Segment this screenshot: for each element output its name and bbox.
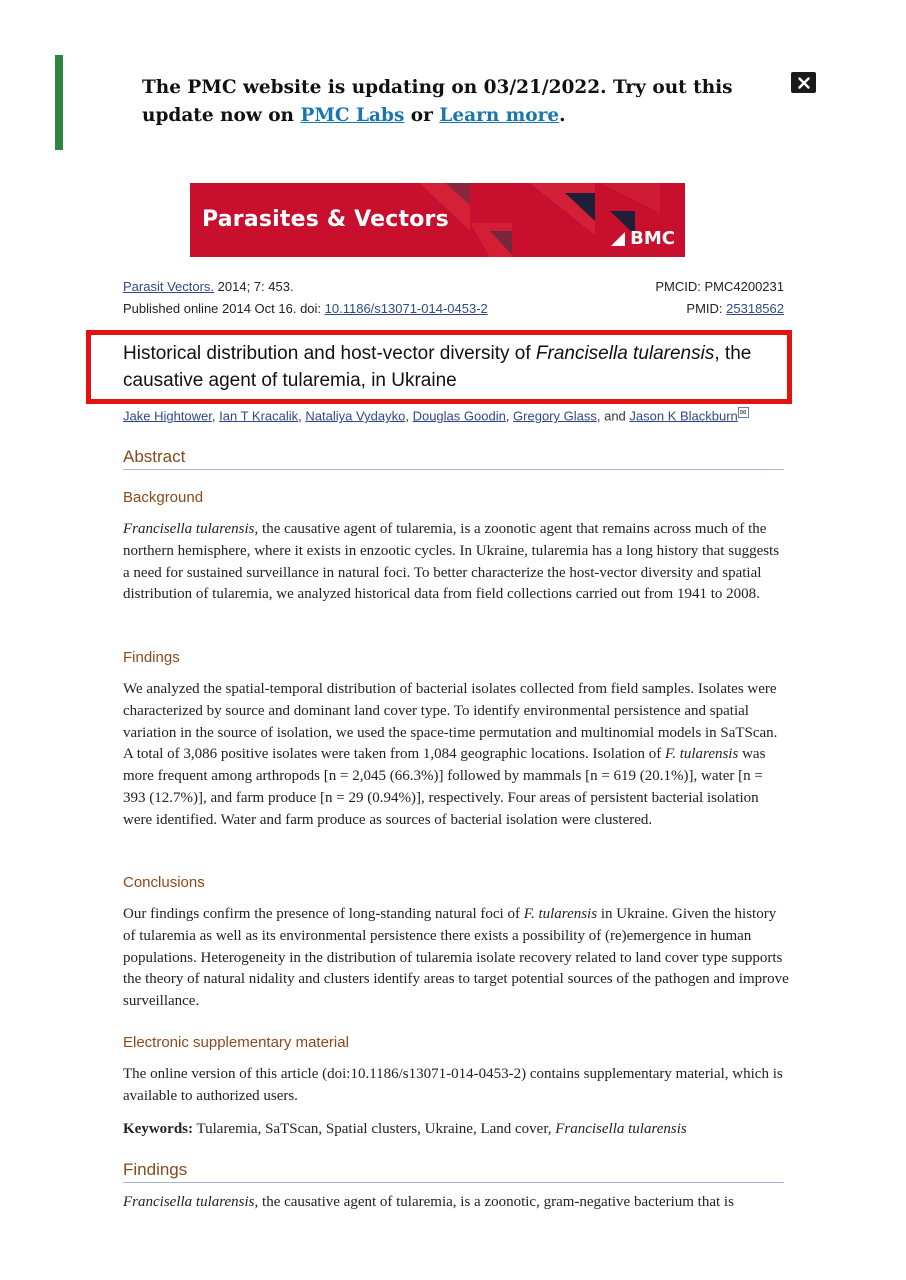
conclusions-paragraph: [123, 904, 789, 1013]
journal-link[interactable]: Parasit Vectors.: [123, 279, 215, 294]
keywords-label: Keywords:: [123, 1121, 193, 1137]
author-separator: ,: [211, 408, 220, 424]
background-text: , the causative agent of tularemia, is a zoonotic agent that remains across much of the northern hemisphere, where it exists in enzootic cycles. In Ukraine, tularemia has a long history that suggests a need for sustained surveillance in natural foci. To better characterize the host-vector diversity and spatial distribution of tularemia, we analyzed historical data from field collections carried out from 1941 to 2008.: [123, 521, 780, 603]
title-part-1: Historical distribution and host-vector diversity of: [123, 343, 536, 364]
bmc-logo-text: BMC: [630, 228, 675, 249]
update-banner-message: [142, 74, 762, 130]
pmid-label: PMID:: [686, 301, 727, 316]
findings-heading: Findings: [123, 649, 180, 666]
findings-section-heading: Findings: [123, 1160, 784, 1183]
conclusions-text-1: Our findings confirm the presence of long-standing natural foci of: [123, 906, 524, 922]
author-separator: , and: [596, 408, 630, 424]
species-name: F. tularensis: [664, 746, 739, 763]
close-banner-button[interactable]: [791, 72, 816, 93]
background-heading: Background: [123, 489, 204, 506]
conclusions-heading: Conclusions: [123, 874, 205, 891]
corresponding-author-icon[interactable]: ✉: [739, 408, 747, 417]
pmid-link[interactable]: 25318562: [726, 301, 784, 316]
species-name: F. tularensis: [523, 906, 598, 922]
bmc-logo-icon: [611, 232, 625, 246]
article-title: [123, 340, 783, 394]
banner-text-after: .: [559, 105, 566, 126]
author-link[interactable]: Douglas Goodin: [412, 408, 506, 424]
abstract-heading: Abstract: [123, 447, 784, 470]
keywords-text: Tularemia, SaTScan, Spatial clusters, Ukraine, Land cover,: [193, 1121, 556, 1137]
banner-accent-bar: [55, 55, 63, 150]
author-link[interactable]: Jake Hightower: [123, 408, 212, 424]
pmcid: PMCID: PMC4200231: [655, 279, 784, 294]
published-date: Published online 2014 Oct 16. doi:: [123, 301, 325, 316]
findings-paragraph: [123, 679, 789, 832]
citation-volume: 2014; 7: 453.: [214, 279, 294, 294]
banner-text-between: or: [404, 105, 440, 126]
findings-text-2: was more frequent among arthropods [n = 2,045 (66.3%)] followed by mammals [n = 619 (20.1%)], water [n = 393 (12.7%)], and farm produce [n = 29 (0.94%)], respectively. Four areas of persistent bacterial isolation were identified. Water and farm produce as sources of bacterial isolation were clustered.: [123, 746, 766, 828]
close-icon: [798, 77, 810, 89]
keyword-species: Francisella tularensis: [555, 1121, 687, 1137]
findings-text-1: We analyzed the spatial-temporal distribution of bacterial isolates collected from field samples. Isolates were characterized by source and dominant land cover type. To identify environmental persistence and spatial variation in the source of isolation, we used the space-time permutation and multinomial models in SaTScan. A total of 3,086 positive isolates were taken from 1,084 geographic locations. Isolation of: [123, 681, 778, 763]
citation-line: [123, 279, 294, 294]
supplementary-heading: Electronic supplementary material: [123, 1034, 349, 1051]
journal-name: Parasites & Vectors: [202, 207, 449, 232]
author-list: [123, 408, 749, 423]
supplementary-paragraph: The online version of this article (doi:10.1186/s13071-014-0453-2) contains supplementary material, which is available to authorized users.: [123, 1066, 783, 1104]
title-part-2: , the causative agent of tularemia, in Ukraine: [123, 343, 752, 391]
journal-banner[interactable]: [190, 183, 685, 257]
conclusions-text-2: in Ukraine. Given the history of tularemia as well as its environmental persistence there exists a possibility of (re)emergence in human populations. Heterogeneity in the distribution of tularemia isolate recovery related to land cover type supports the theory of natural nidality and clusters identify areas to target potential sources of the pathogen and improve surveillance.: [123, 906, 789, 1010]
author-link[interactable]: Jason K Blackburn: [629, 408, 738, 424]
pmc-labs-link[interactable]: PMC Labs: [300, 105, 405, 126]
title-species: Francisella tularensis: [535, 343, 715, 364]
learn-more-link[interactable]: Learn more: [439, 105, 560, 126]
author-separator: ,: [298, 408, 306, 424]
publication-line: [123, 301, 488, 316]
author-link[interactable]: Nataliya Vydayko: [305, 408, 406, 424]
keywords-line: [123, 1119, 789, 1141]
body-first-text: , the causative agent of tularemia, is a zoonotic, gram-negative bacterium that is: [254, 1194, 734, 1210]
doi-link[interactable]: 10.1186/s13071-014-0453-2: [324, 301, 488, 316]
species-name: Francisella tularensis: [123, 1194, 255, 1210]
bmc-logo: [611, 228, 675, 249]
author-separator: ,: [405, 408, 413, 424]
species-name: Francisella tularensis: [123, 521, 255, 537]
body-first-paragraph: [123, 1192, 789, 1214]
author-link[interactable]: Gregory Glass: [513, 408, 597, 424]
banner-text-before: The PMC website is updating on 03/21/2022. Try out this update now on: [142, 77, 733, 126]
pmid-line: [686, 301, 784, 316]
author-link[interactable]: Ian T Kracalik: [219, 408, 299, 424]
background-paragraph: [123, 519, 789, 606]
author-separator: ,: [505, 408, 514, 424]
